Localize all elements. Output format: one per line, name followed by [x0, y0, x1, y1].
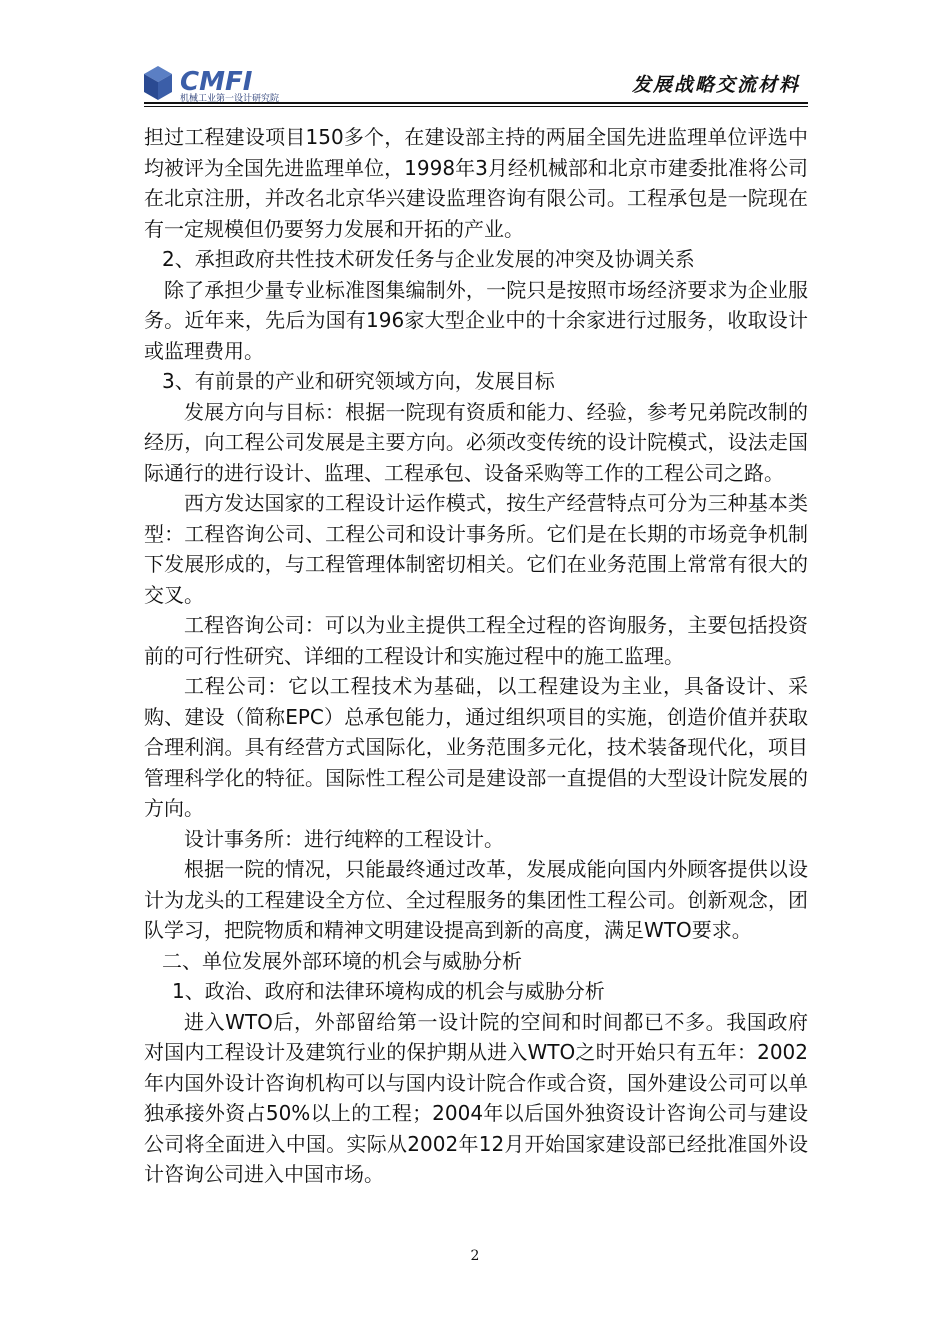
document-body	[144, 122, 808, 1190]
paragraph: 设计事务所：进行纯粹的工程设计。	[184, 826, 504, 851]
paragraph: 工程咨询公司：可以为业主提供工程全过程的咨询服务，主要包括投资前的可行性研究、详细的工程设计和实施过程中的施工监理。	[144, 613, 808, 668]
svg-text:机械工业第一设计研究院: 机械工业第一设计研究院	[180, 94, 280, 104]
page-header	[144, 58, 808, 104]
section-heading: 二、单位发展外部环境的机会与威胁分析	[162, 948, 522, 973]
section-heading: 2、承担政府共性技术研发任务与企业发展的冲突及协调关系	[162, 247, 695, 271]
paragraph: 发展方向与目标：根据一院现有资质和能力、经验，参考兄弟院改制的经历，向工程公司发展是主要方向。必须改变传统的设计院模式，设法走国际通行的进行设计、监理、工程承包、设备采购等工作的工程公司之路。	[144, 399, 808, 485]
cmfi-logo-icon	[144, 62, 314, 104]
paragraph: 除了承担少量专业标准图集编制外，一院只是按照市场经济要求为企业服务。近年来，先后为国有196家大型企业中的十余家进行过服务，收取设计或监理费用。	[144, 277, 808, 363]
paragraph: 西方发达国家的工程设计运作模式，按生产经营特点可分为三种基本类型：工程咨询公司、工程公司和设计事务所。它们是在长期的市场竞争机制下发展形成的，与工程管理体制密切相关。它们在业务范围上常常有很大的交叉。	[144, 491, 808, 607]
paragraph: 担过工程建设项目150多个，在建设部主持的两届全国先进监理单位评选中均被评为全国先进监理单位，1998年3月经机械部和北京市建委批准将公司在北京注册，并改名北京华兴建设监理咨询有限公司。工程承包是一院现在有一定规模但仍要努力发展和开拓的产业。	[144, 125, 808, 241]
cmfi-logo	[144, 62, 314, 104]
header-divider-thin	[144, 106, 808, 107]
page-number: 2	[470, 1248, 480, 1264]
paragraph: 工程公司：它以工程技术为基础，以工程建设为主业，具备设计、采购、建设（简称EPC）总承包能力，通过组织项目的实施，创造价值并获取合理利润。具有经营方式国际化，业务范围多元化，技术装备现代化，项目管理科学化的特征。国际性工程公司是建设部一直提倡的大型设计院发展的方向。	[144, 674, 808, 820]
subsection-heading: 1、政治、政府和法律环境构成的机会与威胁分析	[172, 979, 605, 1003]
svg-text:CMFI: CMFI	[180, 67, 253, 97]
paragraph: 进入WTO后，外部留给第一设计院的空间和时间都已不多。我国政府对国内工程设计及建筑行业的保护期从进入WTO之时开始只有五年：2002年内国外设计咨询机构可以与国内设计院合作或合资，国外建设公司可以单独承接外资占50%以上的工程；2004年以后国外独资设计咨询公司与建设公司将全面进入中国。实际从2002年12月开始国家建设部已经批准国外设计咨询公司进入中国市场。	[144, 1009, 808, 1186]
paragraph: 根据一院的情况，只能最终通过改革，发展成能向国内外顾客提供以设计为龙头的工程建设全方位、全过程服务的集团性工程公司。创新观念，团队学习，把院物质和精神文明建设提高到新的高度，满足WTO要求。	[144, 857, 808, 942]
section-heading: 3、有前景的产业和研究领域方向，发展目标	[162, 369, 555, 393]
document-title: 发展战略交流材料	[631, 74, 800, 96]
header-divider	[144, 102, 808, 104]
